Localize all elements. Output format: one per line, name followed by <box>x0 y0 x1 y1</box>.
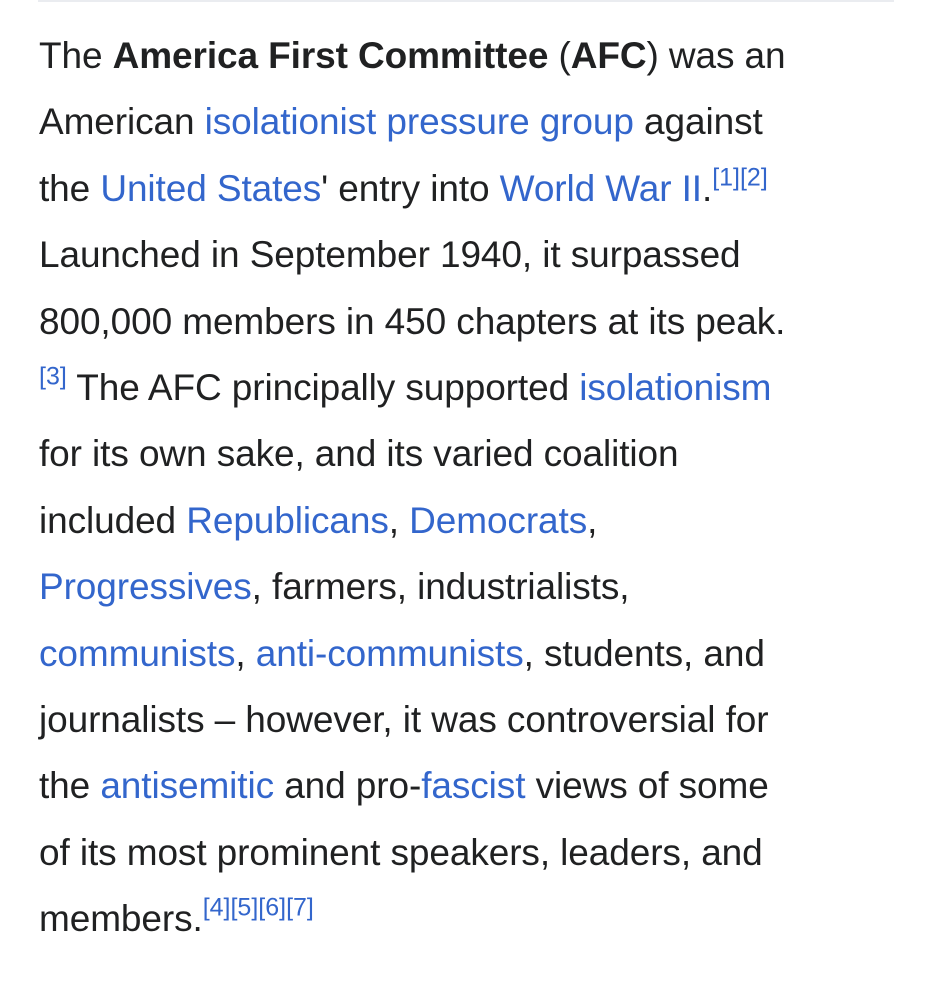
text-line <box>39 488 901 554</box>
text-segment: , <box>388 499 410 541</box>
link-isolationism[interactable]: isolationism <box>579 367 772 409</box>
text-segment: the <box>39 167 101 209</box>
text-segment: members. <box>39 898 203 940</box>
text-line <box>39 886 901 952</box>
link-united-states[interactable]: United States <box>100 167 322 209</box>
article-paragraph <box>39 23 901 953</box>
article-subject-bold: America First Committee <box>112 35 549 76</box>
citation-link[interactable]: [1] <box>712 163 740 192</box>
text-segment: of its most prominent speakers, leaders, and <box>39 831 763 873</box>
text-segment: . <box>702 167 713 209</box>
link-anti-communists[interactable]: anti-communists <box>255 632 524 674</box>
text-line <box>39 23 901 89</box>
citation-6[interactable] <box>258 894 286 922</box>
link-republicans[interactable]: Republicans <box>186 499 389 541</box>
text-segment: The <box>39 35 113 76</box>
link-progressives[interactable]: Progressives <box>39 566 252 608</box>
text-segment: the <box>39 765 101 807</box>
citation-link[interactable]: [7] <box>286 893 314 922</box>
text-line <box>39 289 901 355</box>
link-communists[interactable]: communists <box>39 632 236 674</box>
link-fascist[interactable]: fascist <box>421 765 526 807</box>
citation-5[interactable] <box>230 894 258 922</box>
text-segment: , farmers, industrialists, <box>251 566 630 608</box>
text-segment: Launched in September 1940, it surpassed <box>39 234 741 276</box>
text-segment: for its own sake, and its varied coalition <box>39 433 679 475</box>
text-line <box>39 554 901 620</box>
citation-2[interactable] <box>740 163 768 191</box>
text-segment: against <box>633 101 763 143</box>
text-line <box>39 621 901 687</box>
text-segment: , <box>235 632 256 674</box>
citation-link[interactable]: [2] <box>739 163 768 192</box>
text-segment: ' entry into <box>321 167 500 209</box>
citation-1[interactable] <box>712 163 740 191</box>
text-line <box>39 355 901 421</box>
citation-link[interactable]: [6] <box>258 893 287 922</box>
text-line <box>39 89 901 155</box>
text-segment: views of some <box>525 765 769 807</box>
text-segment: and pro- <box>274 765 422 807</box>
text-segment: ) was an <box>646 35 786 76</box>
text-line <box>39 421 901 487</box>
link-isolationist-pressure-group[interactable]: isolationist pressure group <box>204 101 634 143</box>
citation-3[interactable] <box>39 363 67 391</box>
citation-link[interactable]: [3] <box>39 362 67 391</box>
text-segment: , students, and <box>523 632 765 674</box>
text-segment: ( <box>548 35 571 76</box>
text-line <box>39 156 901 222</box>
text-line <box>39 753 901 819</box>
link-antisemitic[interactable]: antisemitic <box>100 765 275 807</box>
citation-link[interactable]: [4] <box>202 893 231 922</box>
text-segment: journalists – however, it was controversial for <box>39 699 769 741</box>
text-line <box>39 687 901 753</box>
text-line <box>39 820 901 886</box>
citation-7[interactable] <box>286 894 314 922</box>
section-divider <box>38 0 894 2</box>
text-segment: American <box>39 101 205 143</box>
link-world-war-ii[interactable]: World War II <box>499 167 702 209</box>
citation-4[interactable] <box>203 894 231 922</box>
abbreviation-bold: AFC <box>570 35 647 76</box>
text-segment: The AFC principally supported <box>66 367 580 409</box>
text-segment: , <box>587 499 598 541</box>
text-segment: 800,000 members in 450 chapters at its peak. <box>39 300 786 342</box>
citation-link[interactable]: [5] <box>230 893 259 922</box>
text-line <box>39 222 901 288</box>
link-democrats[interactable]: Democrats <box>409 499 588 541</box>
text-segment: included <box>39 499 187 541</box>
